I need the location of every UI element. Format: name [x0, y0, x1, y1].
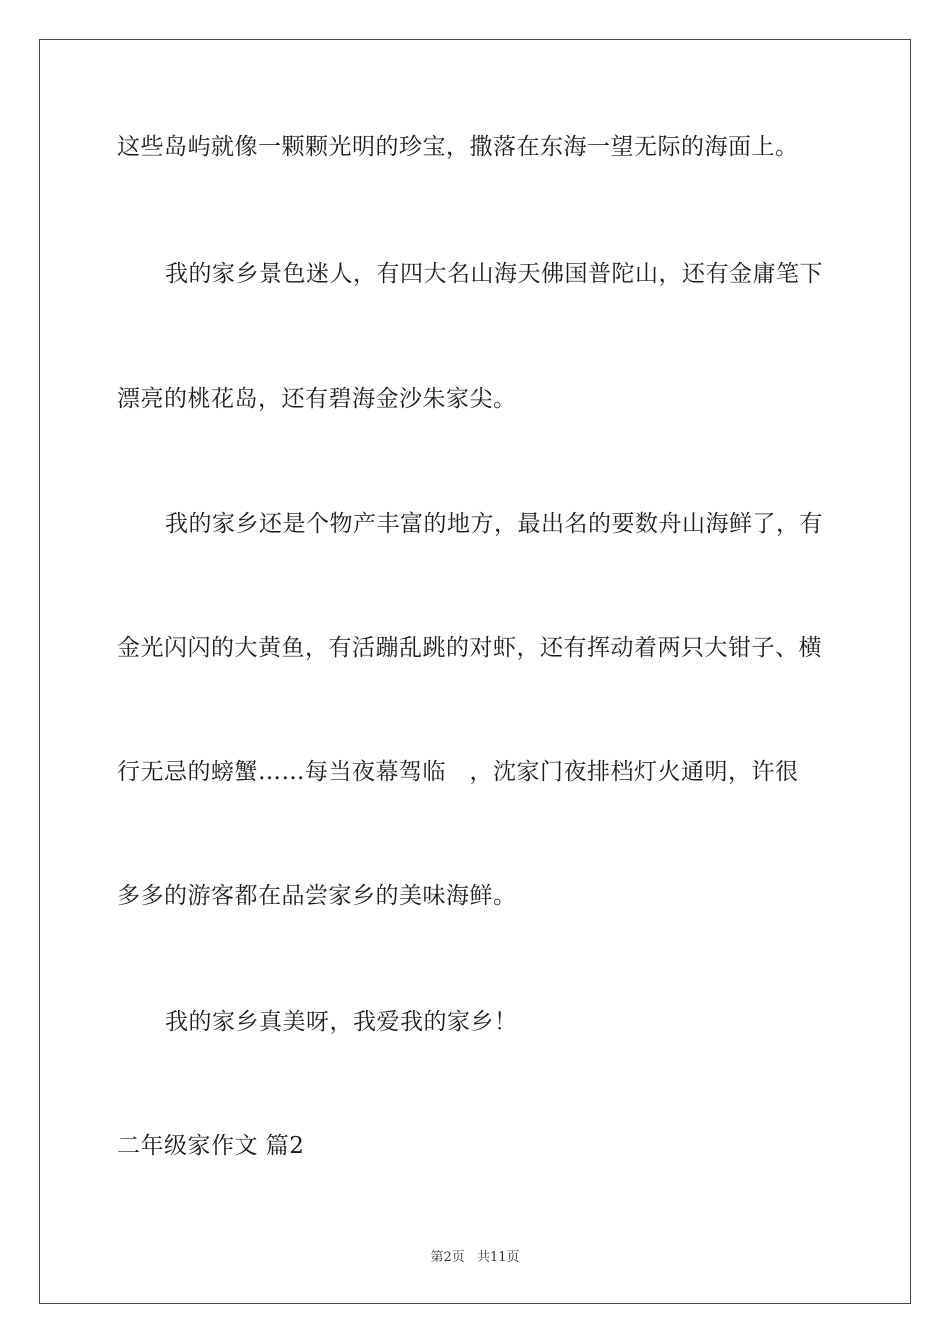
text-line-3: 漂亮的桃花岛，还有碧海金沙朱家尖。	[117, 386, 517, 412]
text-line-8: 我的家乡真美呀，我爱我的家乡！	[165, 1009, 518, 1035]
text-line-1: 这些岛屿就像一颗颗光明的珍宝，撒落在东海一望无际的海面上。	[117, 134, 799, 160]
text-line-6: 行无忌的螃蟹……每当夜幕驾临 ，沈家门夜排档灯火通明，许很	[117, 759, 799, 785]
text-line-7: 多多的游客都在品尝家乡的美味海鲜。	[117, 883, 517, 909]
page-footer	[0, 1246, 950, 1265]
page-border	[39, 39, 911, 1304]
text-line-5: 金光闪闪的大黄鱼，有活蹦乱跳的对虾，还有挥动着两只大钳子、横	[117, 635, 822, 661]
text-line-4: 我的家乡还是个物产丰富的地方，最出名的要数舟山海鲜了，有	[165, 511, 823, 537]
text-line-2: 我的家乡景色迷人，有四大名山海天佛国普陀山，还有金庸笔下	[165, 261, 823, 287]
page-number: 第2页	[430, 1250, 465, 1265]
page-total: 共11页	[476, 1250, 520, 1265]
section-heading: 二年级家作文 篇2	[117, 1133, 305, 1159]
